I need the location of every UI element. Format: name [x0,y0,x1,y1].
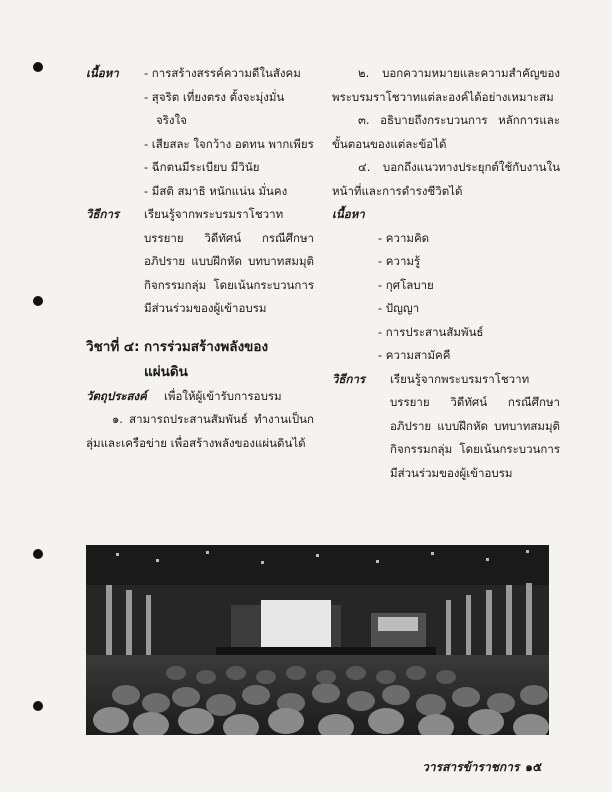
content-item: - มีสติ สมาธิ หนักแน่น มั่นคง [144,183,288,198]
objective-item: ๓. อธิบายถึงกระบวนการ หลักการและขั้นตอนของแต่ละข้อได้ [332,113,560,151]
subject-number: วิชาที่ ๔: [86,338,140,355]
binder-hole [33,296,43,306]
method-label: วิธีการ [332,371,366,386]
content-item: - ความสามัคคี [378,348,451,362]
objective-text: เพื่อให้ผู้เข้ารับการอบรม [164,388,282,403]
content-item: - เสียสละ ใจกว้าง อดทน พากเพียร [144,136,314,151]
content-label: เนื้อหา [332,207,365,221]
content-item: - ฉีกตนมีระเบียบ มีวินัย [144,160,260,174]
auditorium-photo [86,545,549,735]
method-text: เรียนรู้จากพระบรมราโชวาท บรรยาย วิดีทัศน์ กรณีศึกษา อภิปราย แบบฝึกหัด บทบาทสมมุติ กิจกรรมกลุ่ม โดยเน้นกระบวนการมีส่วนร่วมของผู้เข้าอบรม [390,371,560,480]
binder-hole [33,701,43,711]
objective-item: ๒. บอกความหมายและความสำคัญของพระบรมราโชวาทแต่ละองค์ได้อย่างเหมาะสม [332,66,560,104]
journal-name: วารสารข้าราชการ [422,760,520,774]
content-item: - สุจริต เที่ยงตรง ตั้งจะมุ่งมั่น [144,89,285,104]
page-footer [422,758,542,777]
method-section [86,203,314,321]
auditorium-photo-graphic [86,545,549,735]
objective-label: วัตถุประสงค์ [86,388,147,403]
right-column [332,62,560,485]
method-section [332,368,560,486]
left-column [86,62,314,455]
binder-hole [33,62,43,72]
objective-item: ๔. บอกถึงแนวทางประยุกต์ใช้กับงานในหน้าที่และการดำรงชีวิตได้ [332,160,560,198]
page-number: ๑๕ [525,760,542,774]
content-item: - การสร้างสรรค์ความดีในสังคม [144,66,301,80]
method-label: วิธีการ [86,207,120,221]
content-item: - ปัญญา [378,301,420,315]
subject-title-cont: แผ่นดิน [144,363,188,380]
subject-title: การร่วมสร้างพลังของ [144,338,269,355]
content-item: - ความรู้ [378,254,421,268]
subject-heading [86,335,314,385]
objective-item: ๑. สามารถประสานสัมพันธ์ ทำงานเป็นกลุ่มและเครือข่าย เพื่อสร้างพลังของแผ่นดินได้ [86,412,314,450]
content-item: - ความคิด [378,230,430,245]
content-item: - กุศโลบาย [378,277,434,292]
objective-section [86,385,314,409]
content-item: - การประสานสัมพันธ์ [378,324,484,339]
content-section [86,62,314,86]
binder-hole [33,549,43,559]
content-item: จริงใจ [156,113,187,127]
content-label: เนื้อหา [86,66,119,80]
method-text: เรียนรู้จากพระบรมราโชวาท บรรยาย วิดีทัศน์ กรณีศึกษา อภิปราย แบบฝึกหัด บทบาทสมมุติ กิจกรรมกลุ่ม โดยเน้นกระบวนการมีส่วนร่วมของผู้เข้าอบรม [144,207,314,315]
